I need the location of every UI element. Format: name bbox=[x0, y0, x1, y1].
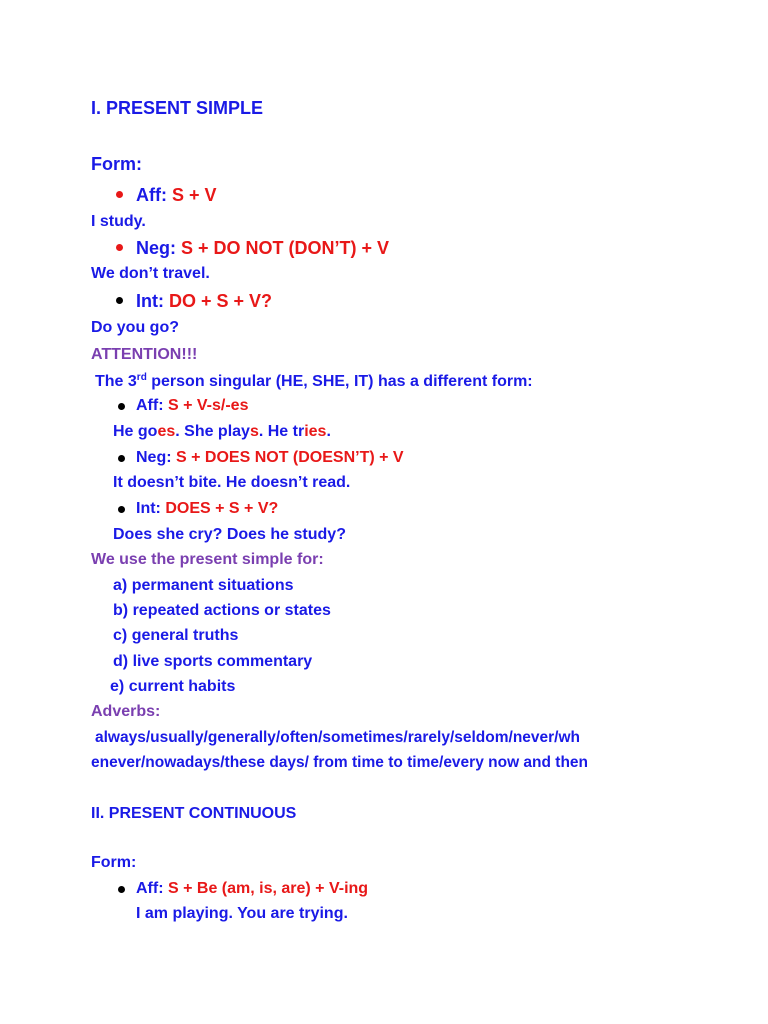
int-formula: DO + S + V? bbox=[169, 291, 273, 311]
third-neg-formula: S + DOES NOT (DOESN’T) + V bbox=[176, 449, 404, 466]
aff-rule bbox=[136, 186, 217, 204]
bullet-icon bbox=[118, 455, 125, 462]
section-title: II. PRESENT CONTINUOUS bbox=[91, 805, 297, 822]
third-neg-rule bbox=[136, 450, 404, 466]
neg-formula: S + DO NOT (DON’T) + V bbox=[181, 238, 390, 258]
uses-heading: We use the present simple for: bbox=[91, 551, 324, 568]
example-ending: s bbox=[249, 423, 259, 440]
form-label: Form: bbox=[91, 854, 137, 871]
third-int-example: Does she cry? Does he study? bbox=[113, 526, 346, 543]
aff-example: I am playing. You are trying. bbox=[136, 905, 348, 922]
adverbs-line: enever/nowadays/these days/ from time to time/every now and then bbox=[91, 754, 589, 771]
bullet-icon bbox=[116, 244, 123, 251]
aff-formula: S + Be (am, is, are) + V-ing bbox=[167, 880, 369, 897]
list-item bbox=[110, 679, 235, 695]
aff-rule bbox=[136, 881, 368, 897]
aff-label: Aff: bbox=[136, 880, 168, 897]
bullet-icon bbox=[118, 403, 125, 410]
attention-heading: ATTENTION!!! bbox=[91, 346, 198, 363]
bullet-icon bbox=[116, 191, 123, 198]
third-neg-label: Neg: bbox=[136, 449, 176, 466]
neg-rule bbox=[136, 239, 389, 257]
list-item bbox=[113, 654, 312, 670]
list-marker: c) bbox=[113, 627, 128, 644]
example-ending: ies bbox=[304, 423, 327, 440]
third-neg-example: It doesn’t bite. He doesn’t read. bbox=[113, 474, 351, 491]
list-text: repeated actions or states bbox=[132, 602, 331, 619]
third-person-post: person singular (HE, SHE, IT) has a different form: bbox=[146, 373, 533, 390]
third-aff-example bbox=[113, 424, 331, 440]
third-int-label: Int: bbox=[136, 500, 166, 517]
list-text: general truths bbox=[131, 627, 239, 644]
form-label: Form: bbox=[91, 154, 142, 174]
bullet-icon bbox=[116, 297, 123, 304]
section-title: I. PRESENT SIMPLE bbox=[91, 98, 264, 118]
int-label: Int: bbox=[136, 291, 169, 311]
bullet-icon bbox=[118, 506, 125, 513]
list-text: live sports commentary bbox=[132, 653, 313, 670]
bullet-icon bbox=[118, 886, 125, 893]
int-rule bbox=[136, 292, 272, 310]
list-marker: a) bbox=[113, 577, 128, 594]
aff-label: Aff: bbox=[136, 185, 172, 205]
third-person-sup: rd bbox=[136, 372, 147, 383]
aff-formula: S + V bbox=[171, 185, 217, 205]
third-person-pre: The 3 bbox=[95, 373, 137, 390]
example-text: He go bbox=[113, 423, 158, 440]
adverbs-line: always/usually/generally/often/sometimes/rarely/seldom/never/wh bbox=[95, 729, 581, 746]
aff-example: I study. bbox=[91, 213, 146, 230]
example-text: . She play bbox=[175, 423, 250, 440]
neg-example: We don’t travel. bbox=[91, 265, 210, 282]
third-int-formula: DOES + S + V? bbox=[165, 500, 279, 517]
third-aff-label: Aff: bbox=[136, 397, 168, 414]
list-marker: e) bbox=[110, 678, 125, 695]
third-aff-formula: S + V-s/-es bbox=[167, 397, 249, 414]
adverbs-heading: Adverbs: bbox=[91, 703, 161, 720]
list-marker: d) bbox=[113, 653, 129, 670]
neg-label: Neg: bbox=[136, 238, 181, 258]
list-item bbox=[113, 628, 238, 644]
list-text: permanent situations bbox=[131, 577, 294, 594]
example-text: . bbox=[326, 423, 331, 440]
third-int-rule bbox=[136, 501, 278, 517]
list-item bbox=[113, 603, 331, 619]
int-example: Do you go? bbox=[91, 319, 179, 336]
example-text: . He tr bbox=[258, 423, 305, 440]
third-aff-rule bbox=[136, 398, 248, 414]
third-person-note bbox=[95, 373, 533, 390]
list-marker: b) bbox=[113, 602, 129, 619]
example-ending: es bbox=[157, 423, 176, 440]
list-item bbox=[113, 578, 294, 594]
list-text: current habits bbox=[128, 678, 236, 695]
